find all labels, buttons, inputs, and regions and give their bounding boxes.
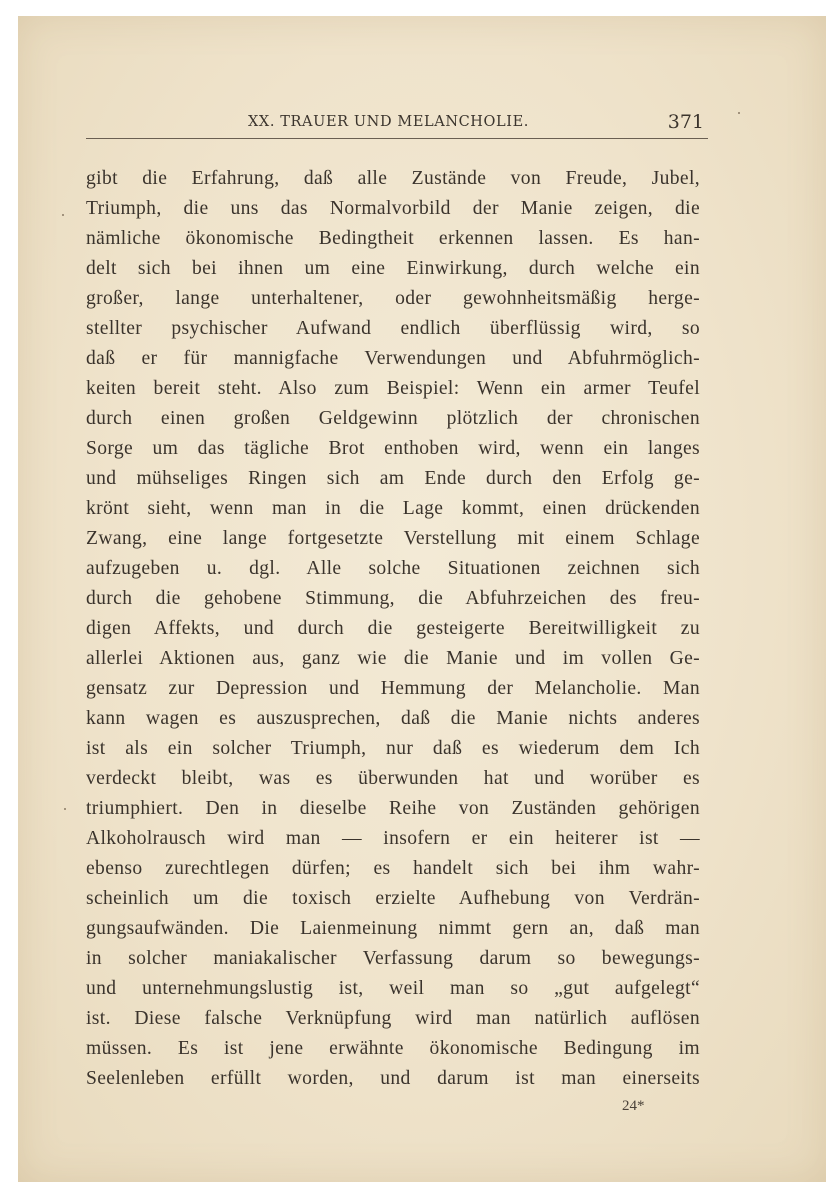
text-line: kann wagen es auszusprechen, daß die Manie nichts anderes	[86, 708, 700, 729]
text-line: gungsaufwänden. Die Laienmeinung nimmt gern an, daß man	[86, 918, 700, 939]
text-line: krönt sieht, wenn man in die Lage kommt, einen drückenden	[86, 498, 700, 519]
text-line: nämliche ökonomische Bedingtheit erkennen lassen. Es han-	[86, 228, 700, 249]
page-number: 371	[667, 111, 704, 133]
text-line: durch einen großen Geldgewinn plötzlich der chronischen	[86, 408, 700, 429]
text-line: und mühseliges Ringen sich am Ende durch den Erfolg ge-	[86, 468, 700, 489]
text-line: ist als ein solcher Triumph, nur daß es wiederum dem Ich	[86, 738, 700, 759]
text-line: in solcher maniakalischer Verfassung darum so bewegungs-	[86, 948, 700, 969]
text-line: digen Affekts, und durch die gesteigerte Bereitwilligkeit zu	[86, 618, 700, 639]
text-line: delt sich bei ihnen um eine Einwirkung, durch welche ein	[86, 258, 700, 279]
text-line: scheinlich um die toxisch erzielte Aufhebung von Verdrän-	[86, 888, 700, 909]
text-line: triumphiert. Den in dieselbe Reihe von Zuständen gehörigen	[86, 798, 700, 819]
text-line: stellter psychischer Aufwand endlich überflüssig wird, so	[86, 318, 700, 339]
text-line: und unternehmungslustig ist, weil man so „gut aufgelegt“	[86, 978, 700, 999]
text-line: keiten bereit steht. Also zum Beispiel: Wenn ein armer Teufel	[86, 378, 700, 399]
text-line: Sorge um das tägliche Brot enthoben wird, wenn ein langes	[86, 438, 700, 459]
text-line: ebenso zurechtlegen dürfen; es handelt sich bei ihm wahr-	[86, 858, 700, 879]
running-title: XX. TRAUER UND MELANCHOLIE.	[248, 114, 529, 130]
text-line: aufzugeben u. dgl. Alle solche Situationen zeichnen sich	[86, 558, 700, 579]
text-line: gibt die Erfahrung, daß alle Zustände von Freude, Jubel,	[86, 168, 700, 189]
running-head	[86, 111, 708, 139]
text-line: Seelenleben erfüllt worden, und darum ist man einerseits	[86, 1068, 700, 1089]
text-line: verdeckt bleibt, was es überwunden hat und worüber es	[86, 768, 700, 789]
text-line: ist. Diese falsche Verknüpfung wird man natürlich auflösen	[86, 1008, 700, 1029]
text-line: allerlei Aktionen aus, ganz wie die Manie und im vollen Ge-	[86, 648, 700, 669]
text-line: gensatz zur Depression und Hemmung der Melancholie. Man	[86, 678, 700, 699]
signature-mark: 24*	[622, 1098, 645, 1114]
text-line: Alkoholrausch wird man — insofern er ein heiterer ist —	[86, 828, 700, 849]
text-line: müssen. Es ist jene erwähnte ökonomische Bedingung im	[86, 1038, 700, 1059]
text-line: durch die gehobene Stimmung, die Abfuhrzeichen des freu-	[86, 588, 700, 609]
text-line: Zwang, eine lange fortgesetzte Verstellung mit einem Schlage	[86, 528, 700, 549]
paper-speck	[62, 214, 64, 216]
text-line: daß er für mannigfache Verwendungen und Abfuhrmöglich-	[86, 348, 700, 369]
text-line: großer, lange unterhaltener, oder gewohnheitsmäßig herge-	[86, 288, 700, 309]
paper-speck	[64, 808, 66, 810]
body-text	[86, 164, 700, 1094]
paper-speck	[738, 112, 740, 114]
text-line: Triumph, die uns das Normalvorbild der Manie zeigen, die	[86, 198, 700, 219]
